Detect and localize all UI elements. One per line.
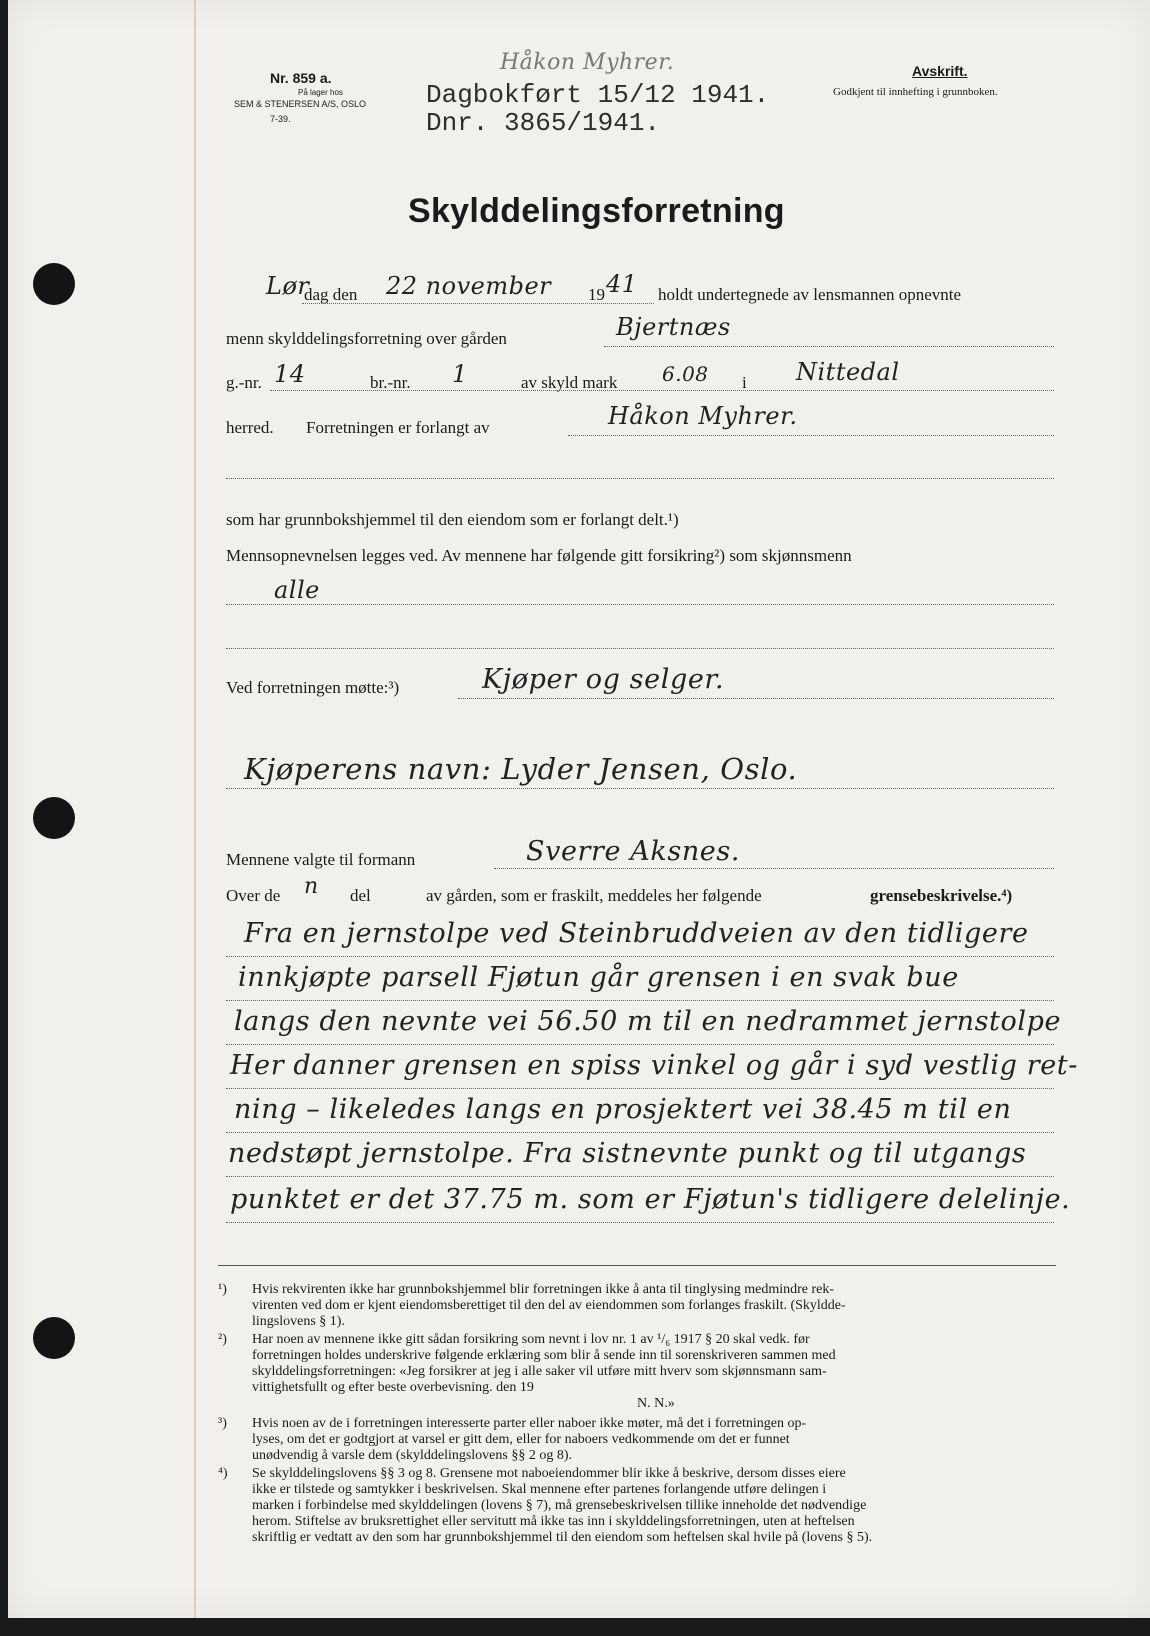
- attended-label: Ved forretningen møtte:³): [226, 678, 400, 697]
- boundary-line-2: innkjøpte parsell Fjøtun går grensen i en svak bue: [238, 962, 959, 993]
- copy-label: Avskrift.: [912, 63, 968, 79]
- herred-label: herred.: [226, 418, 274, 437]
- rule-line5: [226, 478, 1054, 479]
- bnr-label: br.-nr.: [370, 373, 411, 392]
- footnote-number: ²): [218, 1332, 227, 1347]
- rule-b6: [226, 1176, 1054, 1177]
- footnote-number: ¹): [218, 1282, 227, 1297]
- page-title: Skylddelingsforretning: [408, 192, 785, 230]
- publisher-line1: På lager hos: [298, 88, 343, 97]
- line1-rest: holdt undertegnede av lensmannen opnevnte: [658, 285, 962, 304]
- footnote-line: vittighetsfullt og efter beste overbevisning. den 19: [252, 1380, 534, 1395]
- dag-den-label: dag den: [304, 285, 358, 304]
- footnote-line: Se skylddelingslovens §§ 3 og 8. Grensene mot naboeiendommer blir ikke å beskrive, dersom disses eiere: [252, 1466, 846, 1481]
- form-number: Nr. 859 a.: [270, 70, 332, 86]
- punch-hole-middle: [33, 797, 75, 839]
- footnote-line: unødvendig å varsle dem (skylddelingslovens §§ 2 og 8).: [252, 1448, 573, 1463]
- footnote-line: lyses, om det er godtgjort at varsel er gitt dem, eller for naboers vedkommende om det er funnet: [252, 1432, 790, 1447]
- rule-line4: [568, 435, 1054, 436]
- formann-label: Mennene valgte til formann: [226, 850, 416, 869]
- farm-label: menn skylddelingsforretning over gården: [226, 329, 507, 348]
- footnote-line: Har noen av mennene ikke gitt sådan forsikring som nevnt i lov nr. 1 av ¹/₆ 1917 § 20 skal vedk. før: [252, 1332, 810, 1347]
- footnote-line: ikke er tilstede og samtykker i beskrivelsen. Skal mennene efter partenes forlangende utføre delingen i: [252, 1482, 827, 1497]
- over-de-label: Over de: [226, 886, 281, 905]
- year-hand: 41: [606, 270, 638, 298]
- menn-hand: alle: [274, 576, 320, 604]
- rule-line2: [604, 346, 1054, 347]
- footnote-line: skriftlig er vedtatt av den som har grunnbokshjemmel til den eiendom som heftelsen skal hvile på (lovens § 5).: [252, 1530, 873, 1545]
- herred-hand: Nittedal: [796, 358, 900, 386]
- boundary-line-7: punktet er det 37.75 m. som er Fjøtun's tidligere delelinje.: [230, 1184, 1071, 1215]
- rule-line7: [226, 648, 1054, 649]
- requested-label: Forretningen er forlangt av: [306, 418, 490, 437]
- footnote-line: forretningen holdes underskrive følgende erklæring som blir å sende inn til sorenskriveren sammen med: [252, 1348, 836, 1363]
- del-label: del: [350, 886, 371, 905]
- boundary-bold-label: grensebeskrivelse.⁴): [870, 886, 1013, 905]
- footnote-line: Hvis noen av de i forretningen interesserte parter eller naboer ikke møter, må det i forretningen op-: [252, 1416, 807, 1431]
- rule-b5: [226, 1132, 1054, 1133]
- journal-stamp-date: Dagbokført 15/12 1941.: [426, 80, 770, 110]
- weekday-hand: Lør: [266, 272, 310, 300]
- formann-hand: Sverre Aksnes.: [526, 836, 741, 867]
- footnote-line: herom. Stiftelse av bruksrettighet eller servitutt må ikke tas inn i skylddelingsforretningen, uten at heftelsen: [252, 1514, 855, 1529]
- gnr-label: g.-nr.: [226, 373, 262, 392]
- footnote-number: ⁴): [218, 1466, 228, 1481]
- boundary-intro: av gården, som er fraskilt, meddeles her følgende: [426, 886, 762, 905]
- document-page: [8, 0, 1150, 1618]
- punch-hole-top: [33, 263, 75, 305]
- skyld-hand: 6.08: [662, 362, 709, 386]
- handwritten-name-header: Håkon Myhrer.: [500, 50, 675, 75]
- rule-line8: [458, 698, 1054, 699]
- boundary-line-1: Fra en jernstolpe ved Steinbruddveien av den tidligere: [244, 918, 1029, 949]
- footnote-line: N. N.»: [252, 1396, 675, 1411]
- rule-b2: [226, 1000, 1054, 1001]
- gnr-hand: 14: [274, 360, 306, 388]
- part-hand: n: [304, 874, 319, 899]
- footnote-line: Hvis rekvirenten ikke har grunnbokshjemmel blir forretningen ikke å anta til tinglysing medmindre rek-: [252, 1282, 835, 1297]
- menn-text: Mennsopnevnelsen legges ved. Av mennene har følgende gitt forsikring²) som skjønnsmenn: [226, 546, 852, 565]
- rule-line10: [494, 868, 1054, 869]
- rule-line3: [270, 390, 1054, 391]
- rule-line1: [302, 303, 654, 304]
- footnote-line: virenten ved dom er kjent eiendomsberettiget til den del av eiendommen som forlanges fraskilt. (Skyldde-: [252, 1298, 846, 1313]
- in-label: i: [742, 373, 747, 392]
- rule-line6: [226, 604, 1054, 605]
- journal-stamp-number: Dnr. 3865/1941.: [426, 108, 661, 138]
- attended-hand: Kjøper og selger.: [482, 664, 725, 695]
- punch-hole-bottom: [33, 1317, 75, 1359]
- bnr-hand: 1: [452, 360, 468, 388]
- farm-hand: Bjertnæs: [616, 313, 731, 341]
- boundary-line-4: Her danner grensen en spiss vinkel og går i syd vestlig ret-: [230, 1050, 1078, 1081]
- publisher-line3: 7-39.: [270, 114, 291, 124]
- skyld-label: av skyld mark: [521, 373, 618, 392]
- footnote-number: ³): [218, 1416, 227, 1431]
- boundary-line-3: langs den nevnte vei 56.50 m til en nedrammet jernstolpe: [234, 1006, 1062, 1037]
- footnote-line: skylddelingsforretningen: «Jeg forsikrer at jeg i alle saker vil utføre mitt hverv som skjønnsmann sam-: [252, 1364, 827, 1379]
- publisher-line2: SEM & STENERSEN A/S, OSLO: [234, 99, 367, 109]
- rule-b1: [226, 956, 1054, 957]
- rule-line9: [226, 788, 1054, 789]
- rule-b3: [226, 1044, 1054, 1045]
- requested-hand: Håkon Myhrer.: [608, 402, 798, 430]
- margin-line: [194, 0, 196, 1618]
- date-hand: 22 november: [386, 272, 552, 300]
- hjemmel-text: som har grunnbokshjemmel til den eiendom som er forlangt delt.¹): [226, 510, 679, 529]
- boundary-line-6: nedstøpt jernstolpe. Fra sistnevnte punkt og til utgangs: [228, 1138, 1027, 1169]
- rule-b4: [226, 1088, 1054, 1089]
- footnote-separator: [218, 1265, 1056, 1266]
- boundary-line-5: ning – likeledes langs en prosjektert vei 38.45 m til en: [234, 1094, 1012, 1125]
- footnote-line: marken i forbindelse med skylddelingen (lovens § 7), må grensebeskrivelsen tillike inneholde det nødvendige: [252, 1498, 867, 1513]
- buyer-hand: Kjøperens navn: Lyder Jensen, Oslo.: [244, 752, 798, 786]
- year-prefix: 19: [588, 285, 605, 304]
- copy-note: Godkjent til innhefting i grunnboken.: [833, 86, 998, 98]
- rule-b7: [226, 1222, 1054, 1223]
- footnote-line: lingslovens § 1).: [252, 1314, 345, 1329]
